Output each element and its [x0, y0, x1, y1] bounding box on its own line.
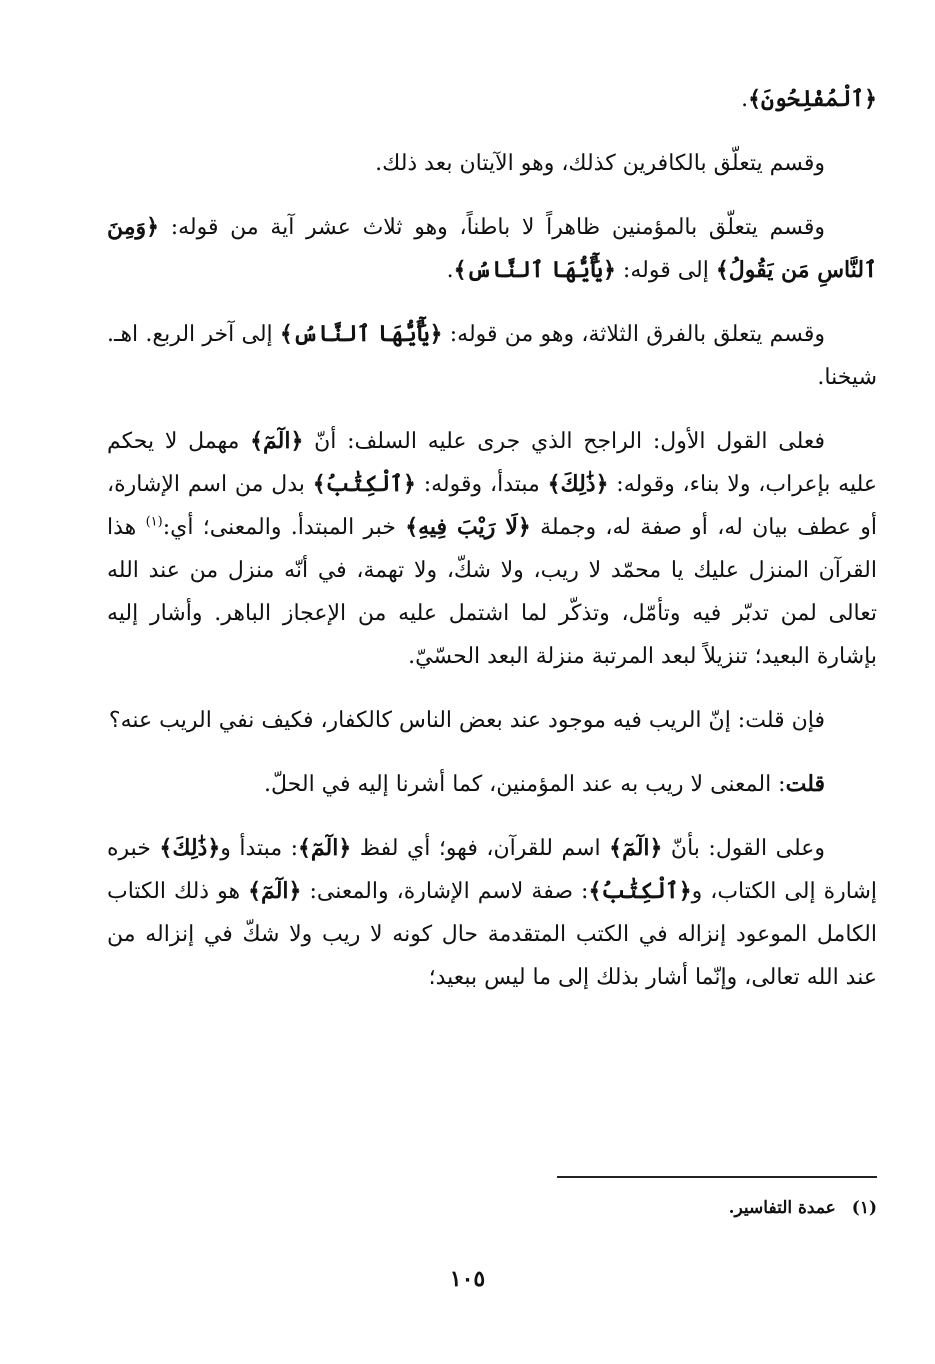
- text-run: مهمل لا يحكم عليه بإعراب، ولا بناء، وقوله:: [107, 429, 877, 497]
- text-run: وقسم يتعلق بالفرق الثلاثة، وهو من قوله:: [442, 322, 825, 347]
- text-run: بدل من اسم الإشارة، أو عطف بيان له، أو صفة له، وجملة: [107, 472, 877, 540]
- keyword: قلت: [785, 771, 825, 797]
- footnote: [107, 1194, 877, 1222]
- quran-quote: ﴿لَا رَيْبَ فِيهِ﴾: [405, 514, 531, 540]
- quran-quote: ﴿الٓمٓ﴾: [609, 835, 663, 861]
- paragraph: [107, 78, 877, 121]
- text-run: وقسم يتعلّق بالمؤمنين ظاهراً لا باطناً، وهو ثلاث عشر آية من قوله:: [159, 215, 825, 240]
- text-run: هو ذلك الكتاب الكامل الموعود إنزاله في الكتب المتقدمة حال كونه لا ريب ولا شكّ في إنزاله من عند الله تعالى، وإنّما أشار بذلك إلى ما ليس ببعيد؛: [107, 879, 877, 990]
- paragraph: [107, 206, 877, 292]
- text-run: فإن قلت: إنّ الريب فيه موجود عند بعض الناس كالكفار، فكيف نفي الريب عنه؟: [108, 708, 825, 733]
- footnote-divider: [557, 1176, 877, 1178]
- paragraph: [107, 142, 877, 185]
- quran-quote: ﴿يَٰٓأَيُّهَا ٱلنَّاسُ﴾: [453, 257, 616, 283]
- text-run: .: [741, 87, 749, 112]
- quran-quote: ﴿الٓمٓ﴾: [248, 878, 302, 904]
- quran-quote: ﴿الٓمٓ﴾: [250, 428, 304, 454]
- text-run: .: [446, 258, 454, 283]
- text-run: مبتدأ، وقوله:: [415, 472, 548, 497]
- page-number: ١٠٥: [449, 1266, 486, 1292]
- text-run: : مبتدأ و: [220, 836, 299, 861]
- main-text: [107, 78, 877, 1020]
- paragraph: [107, 827, 877, 999]
- paragraph: [107, 699, 877, 742]
- quran-quote: ﴿ذَٰلِكَ﴾: [159, 835, 221, 861]
- text-run: إلى قوله:: [615, 258, 716, 283]
- paragraph: [107, 763, 877, 806]
- quran-quote: ﴿وَمِنَ ٱلنَّاسِ مَن يَقُولُ﴾: [107, 214, 877, 283]
- quran-quote: ﴿ذَٰلِكَ﴾: [547, 471, 609, 497]
- text-run: وقسم يتعلّق بالكافرين كذلك، وهو الآيتان بعد ذلك.: [375, 151, 825, 176]
- text-run: : المعنى لا ريب به عند المؤمنين، كما أشرنا إليه في الحلّ.: [264, 772, 786, 797]
- text-run: خبره إشارة إلى الكتاب، و: [107, 836, 877, 904]
- quran-quote: ﴿ٱلْكِتَٰبُ﴾: [312, 471, 416, 497]
- text-run: : صفة لاسم الإشارة، والمعنى:: [301, 879, 589, 904]
- text-run: هذا القرآن المنزل عليك يا محمّد لا ريب، ولا شكّ، ولا تهمة، في أنّه منزل من عند الله تعالى لمن تدبّر فيه وتأمّل، وتذكّر لما اشتمل عليه من الإعجاز الباهر. وأشار إليه بإشارة البعيد؛ تنزيلاً لبعد المرتبة منزلة البعد الحسّيّ.: [107, 515, 877, 669]
- text-run: اسم للقرآن، فهو؛ أي لفظ: [351, 836, 610, 861]
- text-run: وعلى القول: بأنّ: [662, 836, 825, 861]
- footnote-number: (١): [851, 1198, 877, 1218]
- text-run: إلى آخر الربع. اهـ. شيخنا.: [107, 322, 877, 390]
- quran-quote: ﴿ٱلْكِتَٰبُ﴾: [588, 878, 692, 904]
- text-run: خبر المبتدأ. والمعنى؛ أي:: [162, 515, 406, 540]
- quran-quote: ﴿الٓمٓ﴾: [298, 835, 352, 861]
- paragraph: [107, 420, 877, 678]
- footnote-text: عمدة التفاسير.: [728, 1198, 836, 1218]
- text-run: فعلى القول الأول: الراجح الذي جرى عليه السلف: أنّ: [303, 429, 825, 454]
- quran-quote: ﴿ٱلْمُفْلِحُونَ﴾: [748, 86, 877, 112]
- paragraph: [107, 313, 877, 399]
- quran-quote: ﴿يَٰٓأَيُّهَا ٱلنَّاسُ﴾: [279, 321, 443, 347]
- footnote-ref: (١): [145, 514, 163, 530]
